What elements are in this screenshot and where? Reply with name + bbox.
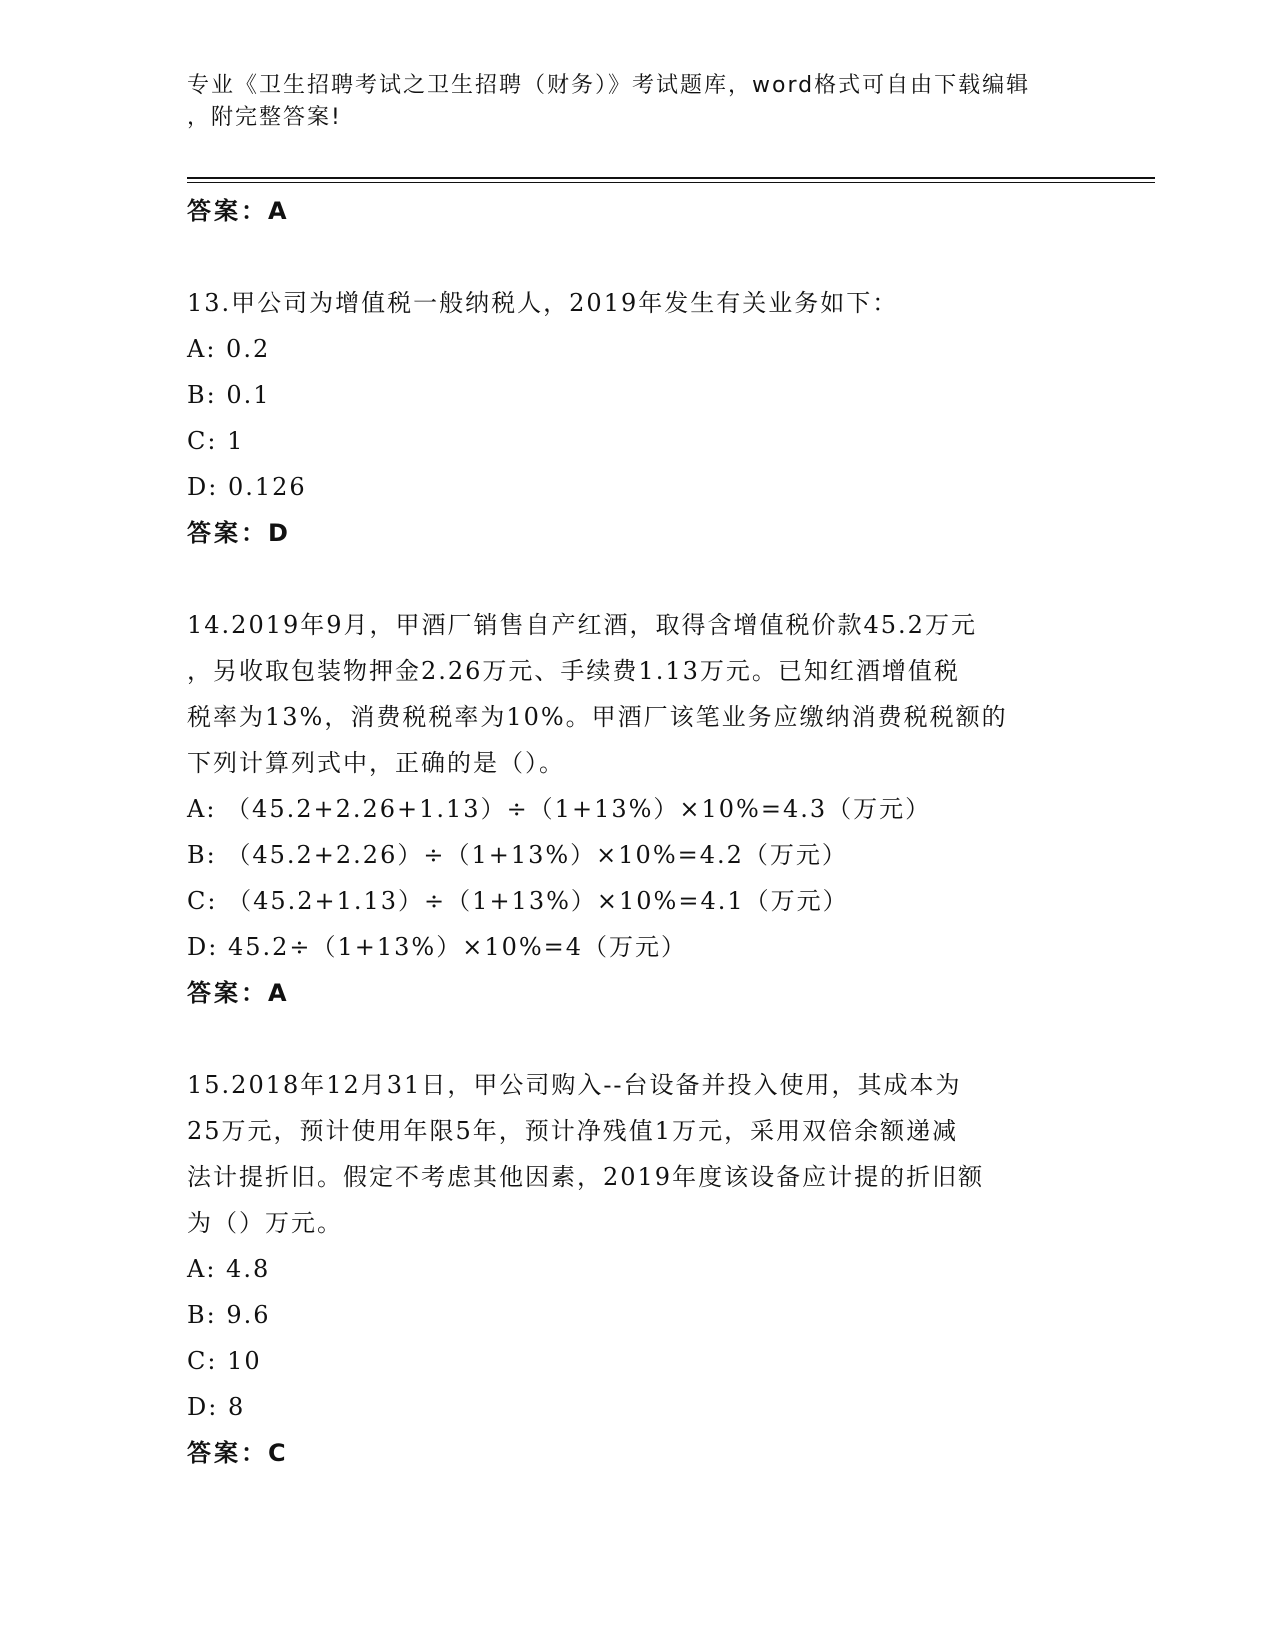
question-stem: 法计提折旧。假定不考虑其他因素，2019年度该设备应计提的折旧额 xyxy=(187,1163,985,1191)
answer: 答案：D xyxy=(187,519,291,547)
question-stem: 14.2019年9月，甲酒厂销售自产红酒，取得含增值税价款45.2万元 xyxy=(187,611,977,639)
option-d: D: 0.126 xyxy=(187,473,307,501)
question-14 xyxy=(187,602,1087,1016)
question-13 xyxy=(187,280,1087,556)
question-15 xyxy=(187,1062,1087,1476)
spacer xyxy=(187,234,1087,280)
header-line-2: ，附完整答案! xyxy=(187,105,342,130)
header-line-1: 专业《卫生招聘考试之卫生招聘（财务）》考试题库，word格式可自由下载编辑 xyxy=(187,73,1031,98)
question-list xyxy=(187,188,1087,1476)
answer: 答案：C xyxy=(187,1439,289,1467)
option-d: D: 8 xyxy=(187,1393,246,1421)
spacer xyxy=(187,556,1087,602)
option-c: C: （45.2+1.13）÷（1+13%）×10%=4.1（万元） xyxy=(187,887,849,915)
question-stem: 15.2018年12月31日，甲公司购入--台设备并投入使用，其成本为 xyxy=(187,1071,962,1099)
option-a: A: 4.8 xyxy=(187,1255,271,1283)
header-divider-thick xyxy=(187,177,1155,179)
option-b: B: 0.1 xyxy=(187,381,271,409)
option-c: C: 1 xyxy=(187,427,245,455)
question-stem: 13.甲公司为增值税一般纳税人，2019年发生有关业务如下： xyxy=(187,289,899,317)
question-stem: 25万元，预计使用年限5年，预计净残值1万元，采用双倍余额递减 xyxy=(187,1117,959,1145)
option-a: A: （45.2+2.26+1.13）÷（1+13%）×10%=4.3（万元） xyxy=(187,795,932,823)
option-b: B: 9.6 xyxy=(187,1301,271,1329)
question-stem: 下列计算列式中，正确的是（）。 xyxy=(187,749,565,777)
question-stem: 为（）万元。 xyxy=(187,1209,343,1237)
question-stem: ，另收取包装物押金2.26万元、手续费1.13万元。已知红酒增值税 xyxy=(187,657,960,685)
answer: 答案：A xyxy=(187,979,290,1007)
option-a: A: 0.2 xyxy=(187,335,271,363)
spacer xyxy=(187,1016,1087,1062)
option-d: D: 45.2÷（1+13%）×10%=4（万元） xyxy=(187,933,688,961)
question-stem: 税率为13%，消费税税率为10%。甲酒厂该笔业务应缴纳消费税税额的 xyxy=(187,703,1008,731)
option-b: B: （45.2+2.26）÷（1+13%）×10%=4.2（万元） xyxy=(187,841,848,869)
previous-answer: 答案：A xyxy=(187,197,290,225)
option-c: C: 10 xyxy=(187,1347,262,1375)
document-header xyxy=(187,70,1067,134)
header-divider-thin xyxy=(187,182,1155,183)
